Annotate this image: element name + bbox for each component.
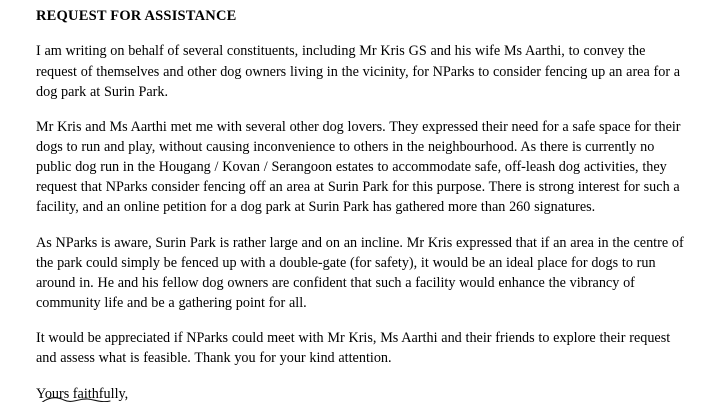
page-title: REQUEST FOR ASSISTANCE — [36, 8, 237, 24]
paragraph-1: I am writing on behalf of several constituents, including Mr Kris GS and his wife Ms Aarthi, to convey the request of themselves and other dog owners living in the vicinity, for NParks to consider fencing up an area for a dog park at Surin Park. — [36, 43, 681, 100]
paragraph-3: As NParks is aware, Surin Park is rather large and on an incline. Mr Kris expressed that if an area in the centre of the park could simply be fenced up with a double-gate (for safety), it would be an ideal place for dogs to run around in. He and his fellow dog owners are confident that such a facility would enhance the vibrancy of community life and be a gathering point for all. — [36, 234, 684, 312]
signoff-text: Yours faithfully, — [36, 385, 129, 402]
paragraph-2: Mr Kris and Ms Aarthi met me with several other dog lovers. They expressed their need for a safe space for their dogs to run and play, without causing inconvenience to others in the neighbourhood. As there is currently no public dog run in the Hougang / Kovan / Serangoon estates to accommodate safe, off-leash dog activities, they request that NParks consider fencing off an area at Surin Park for this purpose. There is strong interest for such a facility, and an online petition for a dog park at Surin Park has gathered more than 260 signatures. — [36, 118, 681, 216]
signature-mark — [38, 392, 158, 402]
paragraph-4: It would be appreciated if NParks could meet with Mr Kris, Ms Aarthi and their friends to explore their request and assess what is feasible. Thank you for your kind attention. — [36, 330, 671, 367]
